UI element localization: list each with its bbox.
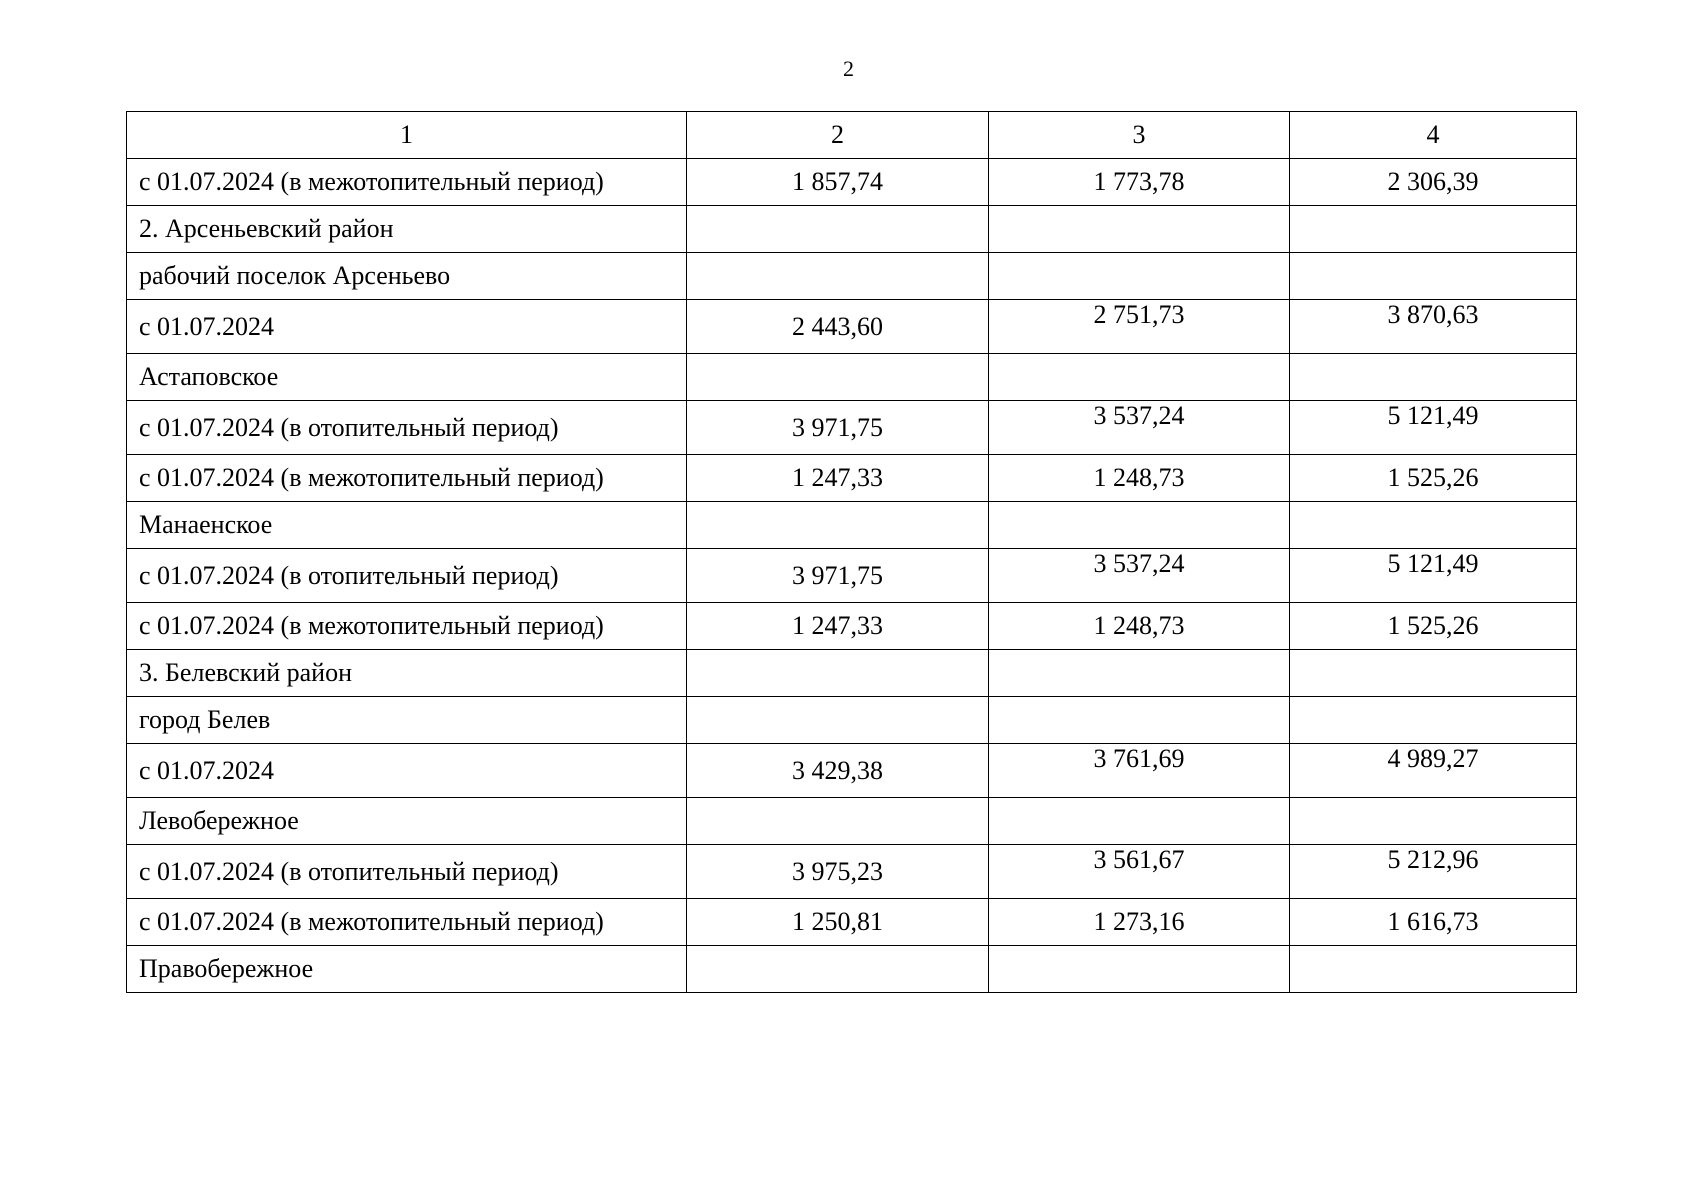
value-cell-col-2: [687, 946, 989, 993]
table-row: [127, 650, 1577, 697]
row-label: с 01.07.2024 (в межотопительный период): [127, 899, 687, 946]
value-cell-col-3: 1 248,73: [989, 603, 1290, 650]
value-cell-col-3: 3 537,24: [989, 401, 1290, 455]
value-cell-col-3: 3 537,24: [989, 549, 1290, 603]
value-cell-col-2: 3 971,75: [687, 549, 989, 603]
value-cell-col-4: [1290, 502, 1577, 549]
table-row: [127, 899, 1577, 946]
value-cell-col-2: 3 975,23: [687, 845, 989, 899]
table-row: [127, 946, 1577, 993]
row-label: с 01.07.2024: [127, 300, 687, 354]
value-cell-col-4: [1290, 697, 1577, 744]
value-cell-col-4: 1 525,26: [1290, 455, 1577, 502]
table-row: [127, 502, 1577, 549]
value-cell-col-4: 2 306,39: [1290, 159, 1577, 206]
value-cell-col-3: 3 561,67: [989, 845, 1290, 899]
value-cell-col-2: 1 247,33: [687, 455, 989, 502]
value-cell-col-3: 1 273,16: [989, 899, 1290, 946]
column-number-3: 3: [989, 112, 1290, 159]
table-row: [127, 159, 1577, 206]
value-cell-col-3: [989, 798, 1290, 845]
value-cell-col-2: [687, 697, 989, 744]
value-cell-col-4: 1 616,73: [1290, 899, 1577, 946]
tariff-table: [126, 111, 1577, 993]
value-cell-col-3: 1 773,78: [989, 159, 1290, 206]
value-cell-col-4: 3 870,63: [1290, 300, 1577, 354]
value-cell-col-3: 1 248,73: [989, 455, 1290, 502]
table-row: [127, 603, 1577, 650]
table-row: [127, 744, 1577, 798]
table-row: [127, 549, 1577, 603]
table-header-row: [127, 112, 1577, 159]
row-label: Правобережное: [127, 946, 687, 993]
value-cell-col-4: 5 212,96: [1290, 845, 1577, 899]
value-cell-col-3: 2 751,73: [989, 300, 1290, 354]
value-cell-col-3: [989, 502, 1290, 549]
value-cell-col-2: [687, 253, 989, 300]
value-cell-col-3: [989, 206, 1290, 253]
value-cell-col-2: 2 443,60: [687, 300, 989, 354]
value-cell-col-3: [989, 946, 1290, 993]
table-body: [127, 112, 1577, 993]
table-row: [127, 845, 1577, 899]
table-row: [127, 300, 1577, 354]
value-cell-col-4: [1290, 946, 1577, 993]
value-cell-col-4: [1290, 798, 1577, 845]
value-cell-col-4: 4 989,27: [1290, 744, 1577, 798]
table-row: [127, 253, 1577, 300]
value-cell-col-2: [687, 798, 989, 845]
value-cell-col-4: [1290, 206, 1577, 253]
row-label: город Белев: [127, 697, 687, 744]
row-label: с 01.07.2024 (в отопительный период): [127, 845, 687, 899]
value-cell-col-3: [989, 697, 1290, 744]
column-number-2: 2: [687, 112, 989, 159]
value-cell-col-4: [1290, 253, 1577, 300]
value-cell-col-2: 1 857,74: [687, 159, 989, 206]
value-cell-col-4: [1290, 650, 1577, 697]
table-row: [127, 354, 1577, 401]
value-cell-col-2: [687, 502, 989, 549]
column-number-4: 4: [1290, 112, 1577, 159]
page-number: 2: [843, 56, 854, 81]
row-label: с 01.07.2024: [127, 744, 687, 798]
value-cell-col-2: 3 971,75: [687, 401, 989, 455]
row-label: с 01.07.2024 (в отопительный период): [127, 549, 687, 603]
row-label: с 01.07.2024 (в межотопительный период): [127, 159, 687, 206]
value-cell-col-4: 1 525,26: [1290, 603, 1577, 650]
row-label: Астаповское: [127, 354, 687, 401]
value-cell-col-3: [989, 253, 1290, 300]
value-cell-col-3: [989, 354, 1290, 401]
column-number-1: 1: [127, 112, 687, 159]
row-label: 3. Белевский район: [127, 650, 687, 697]
table-row: [127, 798, 1577, 845]
row-label: Манаенское: [127, 502, 687, 549]
row-label: с 01.07.2024 (в отопительный период): [127, 401, 687, 455]
table-row: [127, 206, 1577, 253]
value-cell-col-2: [687, 206, 989, 253]
value-cell-col-3: [989, 650, 1290, 697]
value-cell-col-4: 5 121,49: [1290, 549, 1577, 603]
value-cell-col-2: 1 250,81: [687, 899, 989, 946]
value-cell-col-4: [1290, 354, 1577, 401]
table-row: [127, 455, 1577, 502]
row-label: с 01.07.2024 (в межотопительный период): [127, 603, 687, 650]
row-label: 2. Арсеньевский район: [127, 206, 687, 253]
value-cell-col-3: 3 761,69: [989, 744, 1290, 798]
value-cell-col-2: 1 247,33: [687, 603, 989, 650]
row-label: Левобережное: [127, 798, 687, 845]
table-row: [127, 401, 1577, 455]
value-cell-col-2: [687, 650, 989, 697]
table-row: [127, 697, 1577, 744]
value-cell-col-2: [687, 354, 989, 401]
row-label: с 01.07.2024 (в межотопительный период): [127, 455, 687, 502]
value-cell-col-4: 5 121,49: [1290, 401, 1577, 455]
value-cell-col-2: 3 429,38: [687, 744, 989, 798]
row-label: рабочий поселок Арсеньево: [127, 253, 687, 300]
